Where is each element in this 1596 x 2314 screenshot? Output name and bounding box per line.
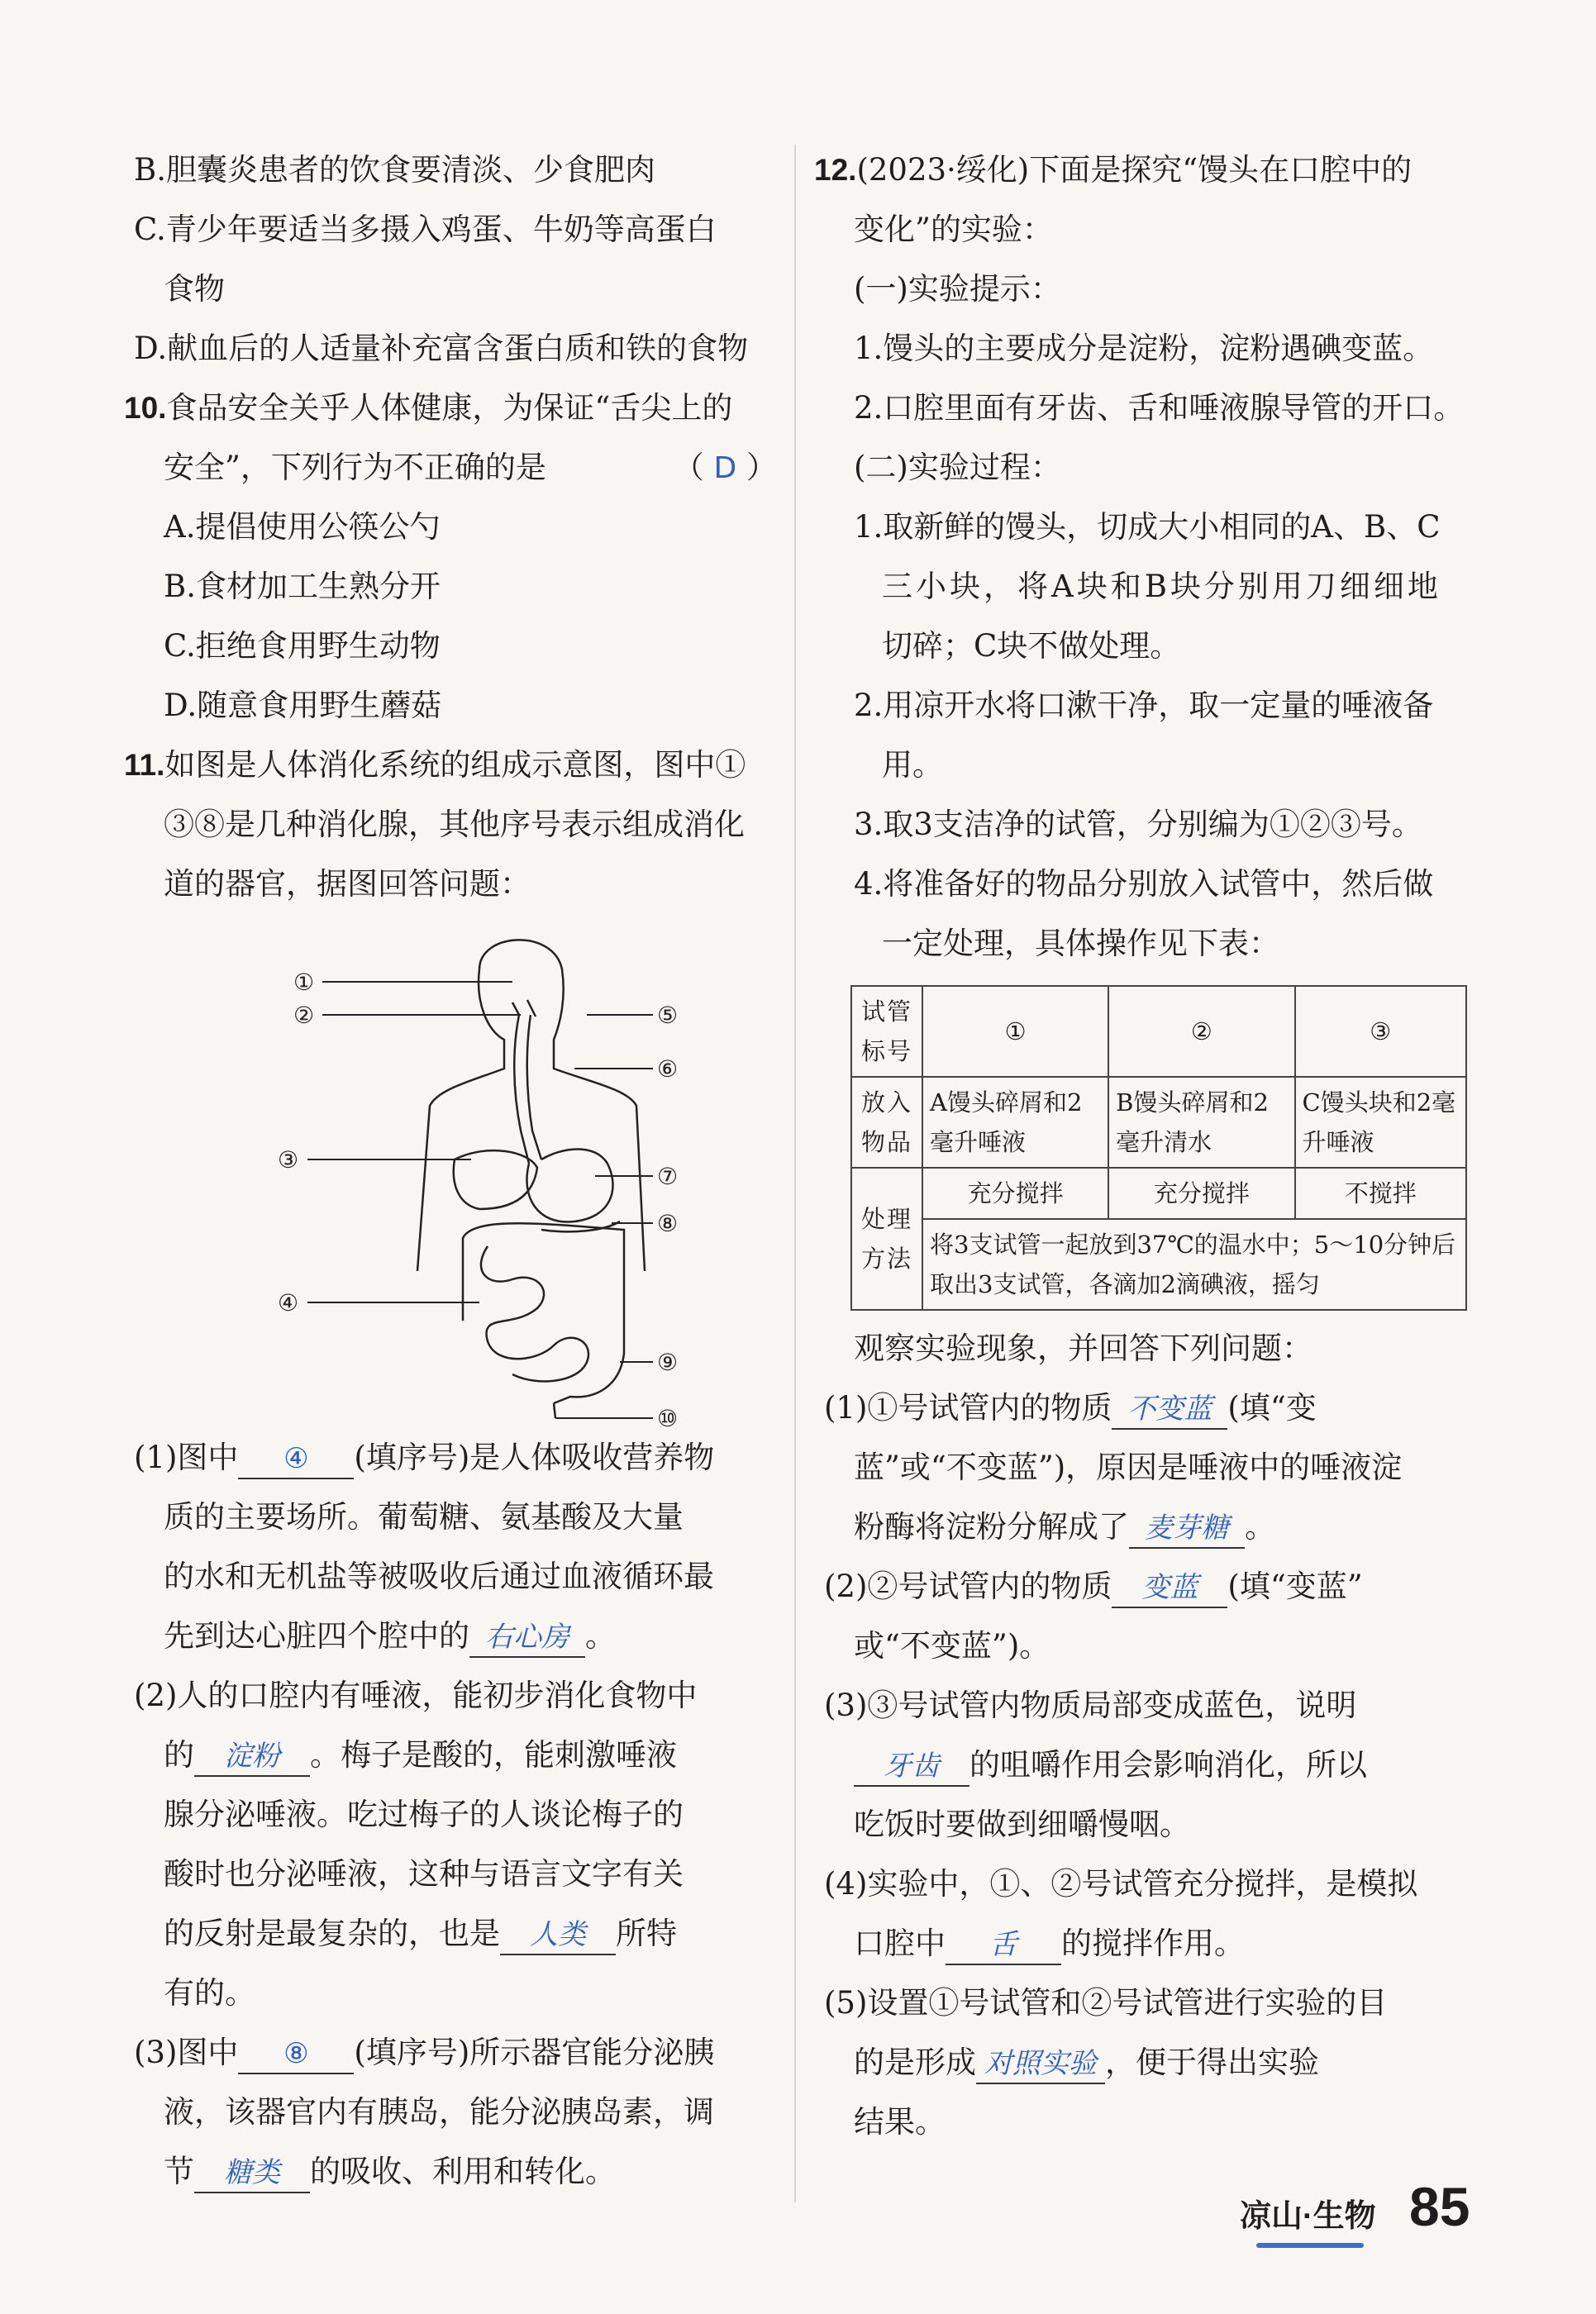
q12-a5-line2 — [814, 2033, 1475, 2093]
digestive-system-figure — [124, 924, 777, 1428]
label-4: ④ — [278, 1289, 299, 1317]
q11-part2-line2 — [124, 1726, 777, 1785]
q10-answer-paren — [674, 438, 777, 498]
tube-1: ① — [922, 986, 1108, 1077]
q12-hint-2: 2.口腔里面有牙齿、舌和唾液腺导管的开口。 — [854, 390, 1465, 426]
text: 所特 — [616, 1916, 677, 1951]
q10-option-c: C.拒绝食用野生动物 — [164, 628, 441, 664]
q12-a4-answer: 舌 — [946, 1926, 1061, 1965]
q12-a2-answer: 变蓝 — [1112, 1569, 1227, 1608]
label-1: ① — [293, 969, 315, 996]
q12-a3-line2 — [814, 1736, 1475, 1795]
items-tube-3: C馒头块和2毫升唾液 — [1295, 1077, 1466, 1168]
q12-a3-line3: 吃饭时要做到细嚼慢咽。 — [854, 1807, 1190, 1842]
table-row — [851, 986, 1466, 1077]
text: 的搅拌作用。 — [1061, 1926, 1245, 1961]
q12-stem: (2023·绥化)下面是探究“馒头在口腔中的 — [856, 152, 1413, 188]
footer-accent-bar — [1256, 2243, 1364, 2248]
text: 。 — [1245, 1509, 1275, 1545]
label-8: ⑧ — [657, 1210, 679, 1237]
small-intestine — [481, 1246, 588, 1381]
q12-a5-answer: 对照实验 — [976, 2045, 1105, 2084]
q11-part2-line6: 有的。 — [164, 1975, 255, 2011]
q10-stem-line2 — [124, 438, 777, 498]
q11-part2-line3: 腺分泌唾液。吃过梅子的人谈论梅子的 — [164, 1797, 684, 1832]
q12-observe: 观察实验现象，并回答下列问题： — [854, 1331, 1313, 1366]
q11-p2-answer: 淀粉 — [194, 1737, 310, 1777]
q11-part3-line1 — [124, 2023, 777, 2083]
text: 的咀嚼作用会影响消化，所以 — [970, 1747, 1367, 1783]
q11-part2-line1: (2)人的口腔内有唾液，能初步消化食物中 — [134, 1678, 698, 1713]
text: (填序号)所示器官能分泌胰 — [354, 2035, 715, 2070]
q11-part3-line3 — [124, 2142, 777, 2202]
q12-a5-line3: 结果。 — [854, 2104, 946, 2140]
q10-number: 10. — [124, 391, 167, 425]
text: 的反射是最复杂的，也是 — [164, 1916, 500, 1951]
q12-stem-line1 — [814, 140, 1475, 200]
text: ，便于得出实验 — [1105, 2045, 1319, 2080]
q11-p3-answer: ⑧ — [238, 2035, 354, 2074]
q12-a1-line3 — [814, 1497, 1475, 1557]
text: (1)图中 — [134, 1440, 239, 1475]
q12-number: 12. — [814, 153, 857, 187]
q12-proc1-line3: 切碎；C块不做处理。 — [882, 628, 1181, 664]
q12-a2-line1 — [814, 1557, 1475, 1616]
text: (填序号)是人体吸收营养物 — [354, 1440, 715, 1475]
label-2: ② — [293, 1002, 315, 1029]
q12-a3-answer: 牙齿 — [854, 1747, 970, 1787]
table-row — [851, 1168, 1466, 1219]
q11-part3-line2: 液，该器官内有胰岛，能分泌胰岛素，调 — [164, 2094, 714, 2130]
q12-hint-1: 1.馒头的主要成分是淀粉，淀粉遇碘变蓝。 — [854, 331, 1434, 366]
q11-part1-line3: 的水和无机盐等被吸收后通过血液循环最 — [164, 1559, 714, 1594]
q11-p1-answer: ④ — [238, 1440, 354, 1479]
q10-stem-cont: 安全”，下列行为不正确的是 — [164, 450, 546, 485]
q12-proc1-line2: 三小块，将A块和B块分别用刀细细地 — [882, 569, 1441, 604]
text: (填“变 — [1227, 1390, 1317, 1426]
q10-stem: 食品安全关乎人体健康，为保证“舌尖上的 — [166, 390, 733, 426]
text: (填“变蓝” — [1227, 1569, 1363, 1604]
q12-a4-line2 — [814, 1914, 1475, 1974]
text: (2)②号试管内的物质 — [824, 1569, 1112, 1604]
paren-close: ） — [746, 450, 777, 485]
stir-tube-3: 不搅拌 — [1295, 1168, 1466, 1219]
tube-3: ③ — [1295, 986, 1466, 1077]
q12-a1-line2: 蓝”或“不变蓝”)，原因是唾液中的唾液淀 — [854, 1450, 1403, 1485]
footer-label: 凉山·生物 — [1240, 2199, 1376, 2234]
table-row — [851, 1077, 1466, 1168]
q11-stem-line2: ③⑧是几种消化腺，其他序号表示组成消化 — [164, 807, 745, 842]
q11-stem: 如图是人体消化系统的组成示意图，图中① — [164, 747, 746, 783]
text: 的吸收、利用和转化。 — [310, 2154, 616, 2189]
label-9: ⑨ — [657, 1349, 679, 1376]
tube-2: ② — [1108, 986, 1294, 1077]
q10-option-b: B.食材加工生熟分开 — [164, 569, 441, 604]
q12-a1-answer: 不变蓝 — [1112, 1390, 1227, 1430]
q10-stem-line1 — [124, 379, 777, 438]
stir-tube-1: 充分搅拌 — [922, 1168, 1108, 1219]
paren-open: （ — [673, 450, 704, 485]
q11-p1-answer2: 右心房 — [469, 1618, 585, 1658]
q9-option-c-cont: 食物 — [164, 271, 225, 307]
q12-a1-answer2: 麦芽糖 — [1129, 1509, 1245, 1549]
items-tube-2: B馒头碎屑和2毫升清水 — [1108, 1077, 1294, 1168]
column-divider — [794, 145, 796, 2202]
text: 。 — [585, 1618, 616, 1654]
text: 口腔中 — [854, 1926, 946, 1961]
text: 的 — [164, 1737, 194, 1773]
q11-part1-line4 — [124, 1607, 777, 1666]
q12-proc3: 3.取3支洁净的试管，分别编为①②③号。 — [854, 807, 1422, 842]
q9-option-c: C.青少年要适当多摄入鸡蛋、牛奶等高蛋白 — [134, 212, 717, 247]
stir-tube-2: 充分搅拌 — [1108, 1168, 1294, 1219]
digestive-system-diagram — [124, 924, 777, 1428]
q10-option-d: D.随意食用野生蘑菇 — [164, 688, 442, 723]
q12-proc4-line2: 一定处理，具体操作见下表： — [882, 926, 1279, 961]
q12-a2-line2: 或“不变蓝”)。 — [854, 1628, 1051, 1664]
text: 的是形成 — [854, 2045, 976, 2080]
q12-proc-title: (二)实验过程： — [854, 450, 1061, 485]
text: 粉酶将淀粉分解成了 — [854, 1509, 1129, 1545]
items-tube-1: A馒头碎屑和2毫升唾液 — [922, 1077, 1108, 1168]
page-number: 85 — [1409, 2176, 1470, 2237]
body-outline — [417, 940, 645, 1271]
q11-stem-line3: 道的器官，据图回答问题： — [164, 866, 531, 902]
q12-a5-line1: (5)设置①号试管和②号试管进行实验的目 — [824, 1985, 1388, 2021]
q12-proc2-line2: 用。 — [882, 747, 943, 783]
q12-proc4-line1: 4.将准备好的物品分别放入试管中，然后做 — [854, 866, 1434, 902]
right-column — [814, 140, 1475, 2152]
esophagus — [514, 1015, 541, 1164]
header-method-label: 处理方法 — [851, 1168, 922, 1310]
text: 。梅子是酸的，能刺激唾液 — [310, 1737, 677, 1773]
rectum — [554, 1403, 555, 1418]
experiment-table — [850, 985, 1467, 1311]
q9-option-b: B.胆囊炎患者的饮食要清淡、少食肥肉 — [134, 152, 655, 188]
label-3: ③ — [278, 1146, 299, 1174]
q11-p2-answer2: 人类 — [500, 1916, 616, 1955]
text: (1)①号试管内的物质 — [824, 1390, 1112, 1426]
common-method: 将3支试管一起放到37℃的温水中；5～10分钟后取出3支试管，各滴加2滴碘液，摇匀 — [922, 1219, 1466, 1310]
text: 节 — [164, 2154, 194, 2189]
q11-part1-line2: 质的主要场所。葡萄糖、氨基酸及大量 — [164, 1499, 684, 1535]
header-items-label: 放入物品 — [851, 1077, 922, 1168]
q11-number: 11. — [124, 748, 165, 782]
table-row — [851, 1219, 1466, 1310]
q11-part1-line1 — [124, 1428, 777, 1488]
stomach — [526, 1150, 612, 1222]
q12-a3-line1: (3)③号试管内物质局部变成蓝色，说明 — [824, 1688, 1357, 1723]
label-6: ⑥ — [657, 1055, 679, 1083]
q12-proc2-line1: 2.用凉开水将口漱干净，取一定量的唾液备 — [854, 688, 1434, 723]
q12-stem-line2: 变化”的实验： — [854, 212, 1053, 247]
label-5: ⑤ — [657, 1002, 679, 1029]
q12-proc1-line1: 1.取新鲜的馒头，切成大小相同的A、B、C — [854, 509, 1441, 545]
text: 先到达心脏四个腔中的 — [164, 1618, 469, 1654]
text: (3)图中 — [134, 2035, 239, 2070]
header-tube-label: 试管标号 — [851, 986, 922, 1077]
left-column — [124, 140, 777, 2202]
q11-part2-line5 — [124, 1904, 777, 1964]
q10-answer: D — [713, 451, 737, 485]
q11-part2-line4: 酸时也分泌唾液，这种与语言文字有关 — [164, 1856, 684, 1892]
q11-p3-answer2: 糖类 — [194, 2154, 310, 2193]
large-intestine — [463, 1223, 624, 1403]
label-7: ⑦ — [657, 1163, 679, 1190]
q11-stem-line1 — [124, 736, 777, 795]
q12-a4-line1: (4)实验中，①、②号试管充分搅拌，是模拟 — [824, 1866, 1418, 1902]
label-10: ⑩ — [657, 1405, 679, 1428]
q12-a1-line1 — [814, 1378, 1475, 1438]
q12-hint-title: (一)实验提示： — [854, 271, 1061, 307]
q9-option-d: D.献血后的人适量补充富含蛋白质和铁的食物 — [134, 331, 749, 366]
q10-option-a: A.提倡使用公筷公勺 — [164, 509, 441, 545]
